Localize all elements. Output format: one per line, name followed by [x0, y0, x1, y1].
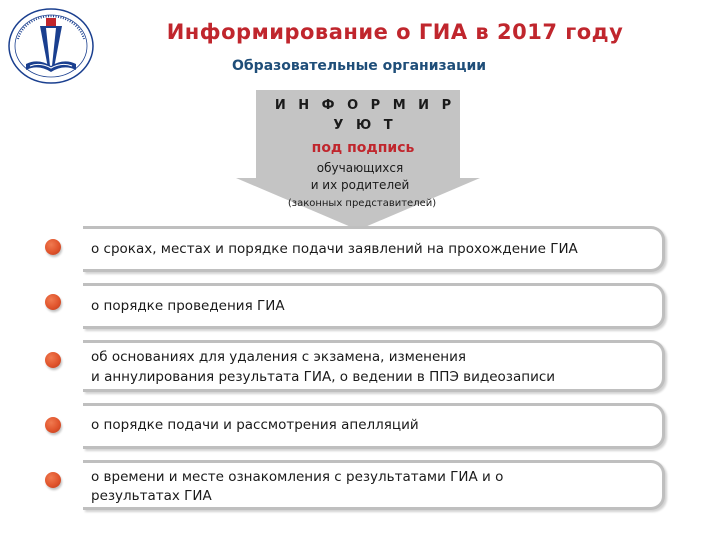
list-item-text: об основаниях для удаления с экзамена, изменения: [91, 349, 466, 365]
list-item: [83, 460, 665, 510]
arrow-heading: И Н Ф О Р М И Р У Ю Т: [274, 98, 456, 133]
logo: [6, 6, 96, 86]
list-item: [83, 283, 665, 329]
bullet-icon: [45, 352, 61, 368]
list-item-text: результатах ГИА: [91, 488, 212, 504]
arrow-line-1: обучающихся: [316, 161, 404, 175]
list-item-text: и аннулирования результата ГИА, о ведении в ППЭ видеозаписи: [91, 369, 556, 385]
list-item: [83, 340, 665, 392]
list-item-text: о порядке подачи и рассмотрения апелляций: [91, 417, 419, 433]
pen-book-emblem-icon: [6, 6, 96, 86]
bullet-icon: [45, 417, 61, 433]
list-item-text: о времени и месте ознакомления с результатами ГИА и о: [91, 469, 504, 485]
page-subtitle: Образовательные организации: [232, 58, 487, 74]
list-item-text: о сроках, местах и порядке подачи заявлений на прохождение ГИА: [91, 241, 578, 257]
bullet-icon: [45, 239, 61, 255]
bullet-icon: [45, 294, 61, 310]
arrow-label: [256, 96, 464, 214]
page-title: Информирование о ГИА в 2017 году: [166, 20, 624, 44]
bullet-icon: [45, 472, 61, 488]
list-item: [83, 403, 665, 449]
arrow-signature: под подпись: [311, 140, 415, 156]
arrow-line-2: и их родителей: [310, 178, 410, 192]
list-item-text: о порядке проведения ГИА: [91, 298, 285, 314]
list-item: [83, 226, 665, 272]
arrow-line-3: (законных представителей): [287, 198, 437, 209]
